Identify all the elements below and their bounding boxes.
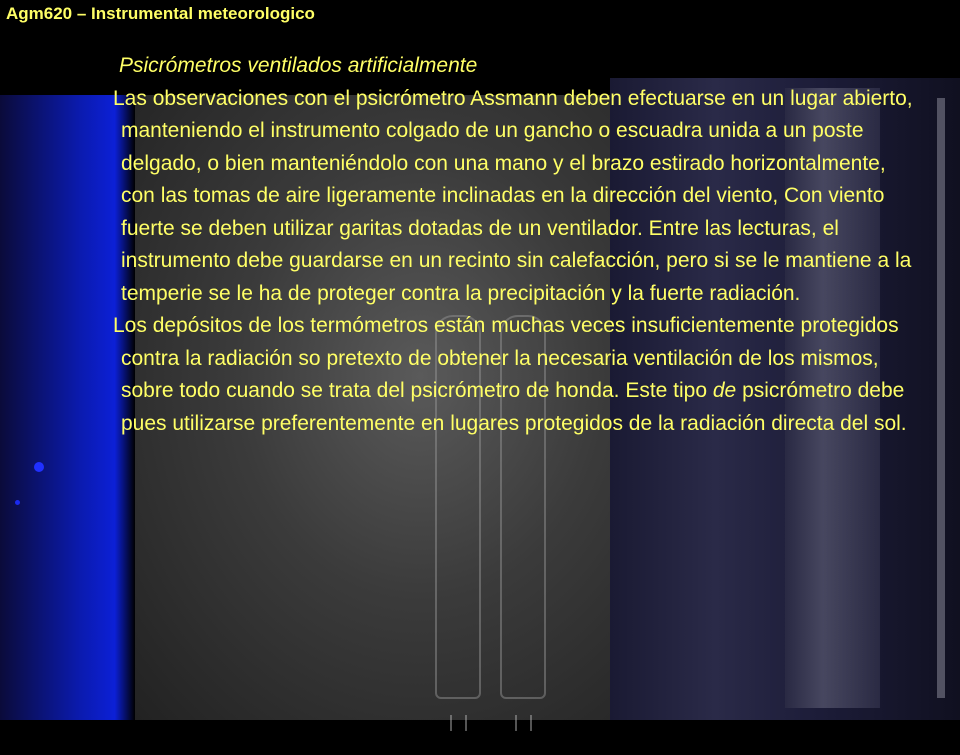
slide-body [113, 50, 913, 440]
paragraph-2 [113, 310, 913, 440]
air-arrow [450, 715, 452, 731]
air-arrow [465, 715, 467, 731]
slide-heading: Psicrómetros ventilados artificialmente [119, 54, 478, 77]
decorative-dot [34, 462, 44, 472]
paragraph-2-text-end: psicrómetro debe pues utilizarse preferentemente en lugares protegidos de la radiación directa del sol. [121, 379, 907, 435]
paragraph-1: Las observaciones con el psicrómetro Assmann deben efectuarse en un lugar abierto, manteniendo el instrumento colgado de un gancho o escuadra unida a un poste delgado, o bien manteniéndolo con una mano y el brazo estirado horizontalmente, con las tomas de aire ligeramente inclinadas en la dirección del viento, Con viento fuerte se deben utilizar garitas dotadas de un ventilador. Entre las lecturas, el instrumento debe guardarse en un recinto sin calefacción, pero si se le mantiene a la temperie se le ha de proteger contra la precipitación y la fuerte radiación. [113, 86, 913, 305]
air-arrow [515, 715, 517, 731]
photo-frame-edge [937, 98, 945, 698]
paragraph-2-italic: de [712, 379, 737, 402]
paragraph-2-text: Los depósitos de los termómetros están muchas veces insuficientemente protegidos contra la radiación so pretexto de obtener la necesaria ventilación de los mismos, sobre todo cuando se trata del psicrómetro de honda. Este tipo [113, 314, 899, 402]
decorative-dot-small [15, 500, 20, 505]
course-title: Agm620 – Instrumental meteorologico [6, 4, 315, 23]
air-arrow [530, 715, 532, 731]
